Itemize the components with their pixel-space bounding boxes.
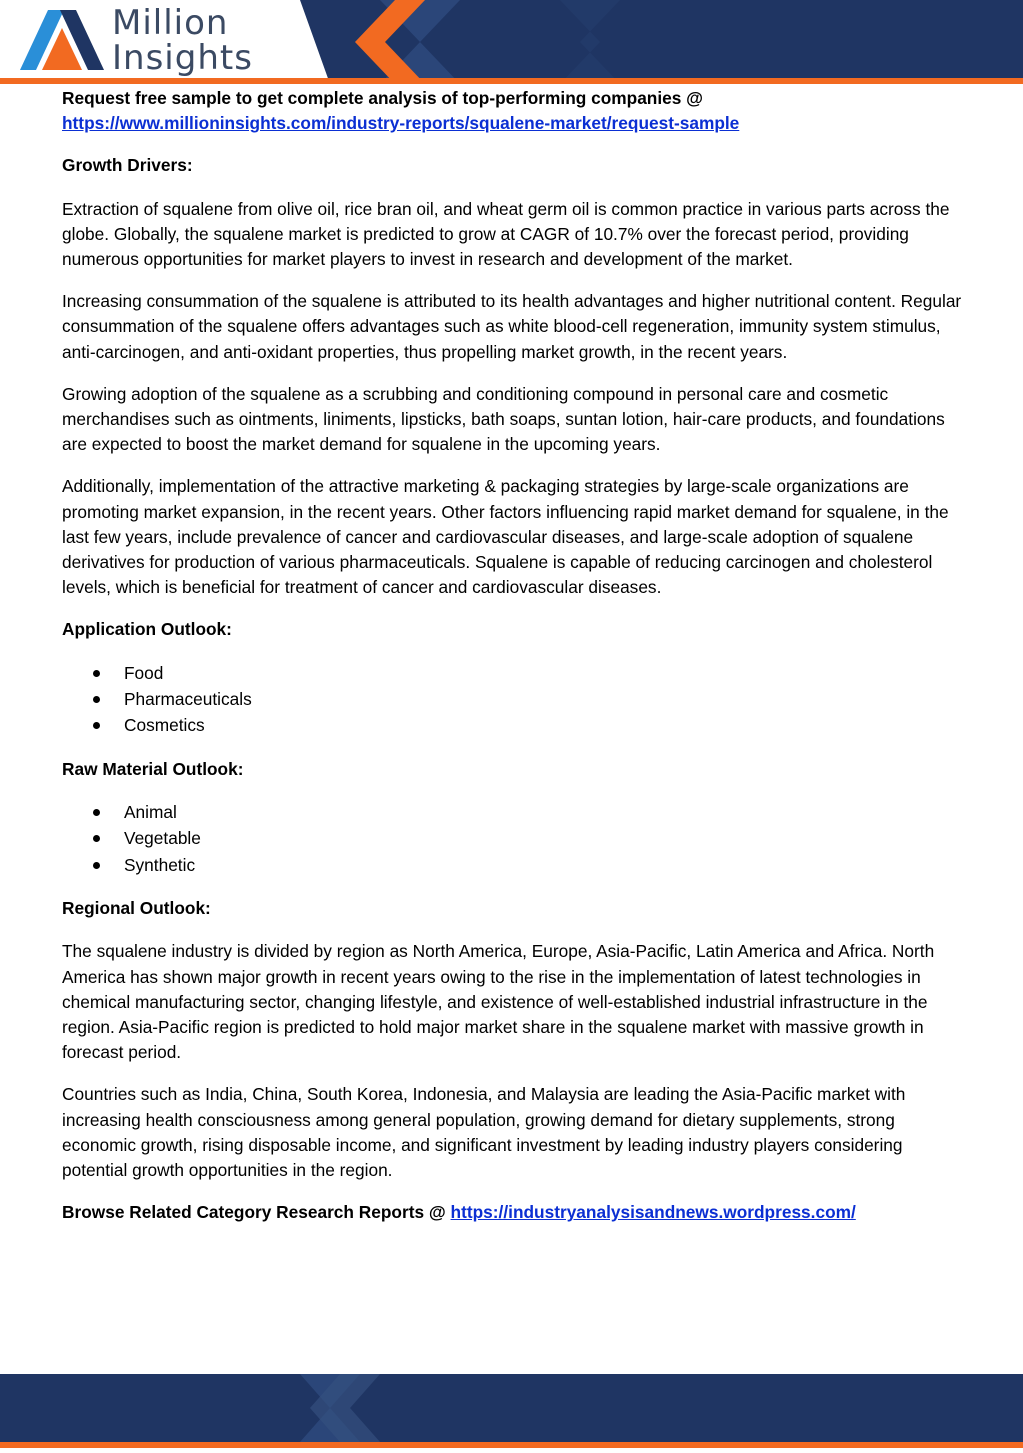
- footer-banner: [0, 1374, 1023, 1448]
- logo-line2: Insights: [112, 38, 253, 78]
- browse-related-text: Browse Related Category Research Reports @: [62, 1202, 446, 1223]
- logo-text: [112, 3, 253, 78]
- request-sample-link[interactable]: https://www.millioninsights.com/industry-reports/squalene-market/request-sample: [62, 113, 740, 134]
- logo-line1: Million: [112, 3, 229, 43]
- application-list: [62, 661, 962, 740]
- logo-mark-icon: [14, 2, 110, 74]
- document-body: [62, 86, 962, 1242]
- growth-paragraph-2: Increasing consummation of the squalene is attributed to its health advantages and higher nutritional content. Regular consummation of the squalene offers advantages such as white blood-cell regeneration, immunity system stimulus, anti-carcinogen, and anti-oxidant properties, thus propelling market growth, in the recent years.: [62, 291, 962, 362]
- growth-drivers-heading: Growth Drivers:: [62, 155, 193, 176]
- list-item: Vegetable: [62, 826, 962, 852]
- growth-paragraph-4: Additionally, implementation of the attractive marketing & packaging strategies by large-scale organizations are promoting market expansion, in the recent years. Other factors influencing rapid market demand for squalene, in the last few years, include prevalence of cancer and cardiovascular diseases, and large-scale adoption of squalene derivatives for production of various pharmaceuticals. Squalene is capable of reducing carcinogen and cholesterol levels, which is beneficial for treatment of cancer and cardiovascular diseases.: [62, 476, 949, 598]
- browse-related-link[interactable]: https://industryanalysisandnews.wordpress.com/: [450, 1202, 856, 1223]
- raw-material-list: [62, 800, 962, 879]
- list-item: Food: [62, 661, 962, 687]
- request-sample-block: [62, 86, 962, 136]
- regional-outlook-heading: Regional Outlook:: [62, 898, 211, 919]
- browse-related-block: [62, 1200, 962, 1225]
- list-item: Animal: [62, 800, 962, 826]
- application-outlook-heading: Application Outlook:: [62, 619, 232, 640]
- page-header: [0, 0, 1023, 84]
- list-item: Synthetic: [62, 853, 962, 879]
- growth-paragraph-1: Extraction of squalene from olive oil, rice bran oil, and wheat germ oil is common practice in various parts across the globe. Globally, the squalene market is predicted to grow at CAGR of 10.7% over the forecast period, providing numerous opportunities for market players to invest in research and development of the market.: [62, 198, 950, 270]
- raw-material-outlook-heading: Raw Material Outlook:: [62, 758, 244, 779]
- regional-paragraph-1: The squalene industry is divided by region as North America, Europe, Asia-Pacific, Latin America and Africa. North America has shown major growth in recent years owing to the rise in the implementation of latest technologies in chemical manufacturing sector, changing lifestyle, and existence of well-established industrial infrastructure in the region. Asia-Pacific region is predicted to hold major market share in the squalene market with massive growth in forecast period.: [62, 941, 935, 1063]
- list-item: Pharmaceuticals: [62, 687, 962, 713]
- regional-paragraph-2: Countries such as India, China, South Korea, Indonesia, and Malaysia are leading the Asia-Pacific market with increasing health consciousness among general population, growing demand for dietary supplements, strong economic growth, rising disposable income, and significant investment by leading industry players considering potential growth opportunities in the region.: [62, 1084, 906, 1181]
- page-footer: [0, 1374, 1023, 1448]
- growth-paragraph-3: Growing adoption of the squalene as a scrubbing and conditioning compound in personal care and cosmetic merchandises such as ointments, liniments, lipsticks, bath soaps, suntan lotion, hair-care products, and foundations are expected to boost the market demand for squalene in the upcoming years.: [62, 383, 945, 455]
- list-item: Cosmetics: [62, 713, 962, 739]
- request-sample-text: Request free sample to get complete analysis of top-performing companies @: [62, 88, 704, 108]
